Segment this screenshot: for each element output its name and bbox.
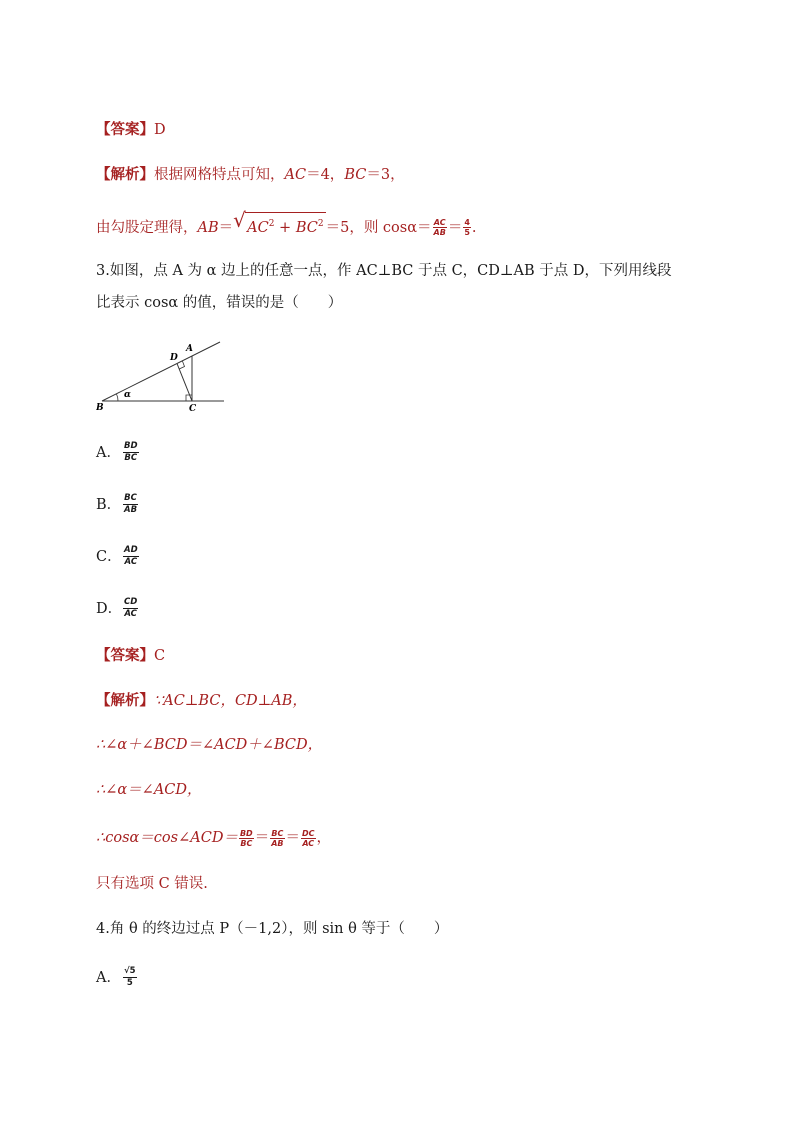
answer-label: 【答案】: [96, 648, 154, 664]
angle-arc: [117, 394, 119, 401]
sqrt-expression: √ $AC^2 + BC^2$: [233, 212, 325, 239]
explanation-1-pythagoras: 由勾股定理得，AB＝ √ $AC^2 + BC^2 =5$，则 cosα＝ $\frac{AC}{AB}$ ＝ $\frac{4}{5}$ .: [96, 208, 477, 238]
question-4-option-a[interactable]: A． $\frac{√5}{5}$: [96, 966, 136, 988]
explanation-3-line-4: ∴cosα＝cos∠ACD＝ $\frac{BD}{BC}$ ＝ $\frac{BC}{AB}$ ＝ $\frac{DC}{AC}$ ，: [96, 828, 332, 848]
fraction: $\frac{BC}{AB}$: [124, 493, 138, 515]
explanation-3-line-5: 只有选项 C 错误.: [96, 876, 208, 892]
fraction: $\frac{AD}{AC}$: [124, 545, 138, 567]
answer-3: [96, 645, 165, 667]
answer-value: D: [154, 122, 166, 138]
label-b: B: [96, 403, 104, 413]
answer-label: 【答案】: [96, 122, 154, 138]
option-d[interactable]: D． $\frac{CD}{AC}$: [96, 597, 138, 619]
ray-ba: [102, 342, 220, 401]
question-4: 4.角 θ 的终边过点 P（－1,2），则 sin θ 等于（ ）: [96, 921, 449, 937]
option-b[interactable]: B． $\frac{BC}{AB}$: [96, 493, 138, 515]
question-3-line-1: 3.如图，点 A 为 α 边上的任意一点，作 AC⊥BC 于点 C，CD⊥AB 于点 D，下列用线段: [96, 263, 672, 279]
fraction: $\frac{BD}{BC}$: [239, 828, 253, 848]
label-alpha: α: [124, 390, 131, 400]
explanation-1: 【解析】根据网格特点可知，AC＝4，BC＝3，: [96, 167, 405, 183]
fraction: $\frac{AC}{AB}$: [433, 218, 446, 238]
fraction: $\frac{DC}{AC}$: [302, 828, 315, 848]
triangle-figure: [96, 338, 236, 418]
question-3-line-2: 比表示 cosα 的值，错误的是（ ）: [96, 295, 343, 311]
answer-value: C: [154, 648, 166, 664]
explanation-label: 【解析】: [96, 693, 154, 709]
explanation-3-line-3: ∴∠α＝∠ACD，: [96, 782, 202, 798]
fraction: $\frac{√5}{5}$: [124, 966, 136, 988]
option-c[interactable]: C． $\frac{AD}{AC}$: [96, 545, 138, 567]
label-d: D: [170, 353, 178, 363]
fraction: $\frac{4}{5}$: [464, 218, 470, 238]
answer-1: [96, 119, 166, 141]
label-a: A: [186, 344, 193, 354]
fraction: $\frac{BC}{AB}$: [271, 828, 284, 848]
explanation-label: 【解析】: [96, 167, 154, 183]
fraction: $\frac{CD}{AC}$: [124, 597, 138, 619]
option-a[interactable]: A． $\frac{BD}{BC}$: [96, 441, 138, 463]
fraction: $\frac{BD}{BC}$: [124, 441, 138, 463]
explanation-3-line-1: 【解析】∵AC⊥BC，CD⊥AB，: [96, 693, 307, 709]
explanation-3-line-2: ∴∠α＋∠BCD＝∠ACD＋∠BCD，: [96, 737, 323, 753]
radical-sign: √: [233, 208, 246, 232]
label-c: C: [189, 404, 197, 414]
